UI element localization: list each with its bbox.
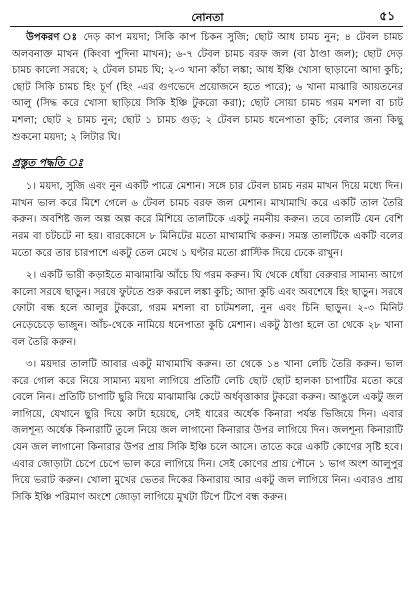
method-step-1: ১। ময়দা, সুজি এবং নুন একটি পাত্রে মেশান। সঙ্গে চার টেবল চামচ নরম মাখন দিয়ে মধ্যে দিন। মাখন ভাল করে মিশে গেলে ৬ টেবল চামচ বরফ জল মেশান। মাখামাখি করে একটি তাল তৈরি করুন। অবশিষ্ট জল অল্প অল্প করে মিশিয়ে তালটিকে একটু নমনীয় করুন। তবে তালটি যেন বেশি নরম বা চটচটে না হয়। বারকোসে ৮ মিনিটের মতো মাখামাখি করুন। সমস্ত তালটিকে একটি বলের মতো করে তার চারপাশে একটু তেল মেখে ১ ঘণ্টার মতো প্লাস্টিক দিয়ে ঢেকে রাখুন।	[12, 181, 403, 259]
method-heading: প্রস্তুত পদ্ধতি ঃ	[12, 157, 83, 170]
ingredients-label: উপকরণ ঃ	[26, 32, 79, 43]
running-title: নোনতা	[191, 11, 224, 24]
ingredients-text: দেড় কাপ ময়দা; সিকি কাপ চিকন সুজি; ছোট আধ চামচ নুন; ৪ টেবল চামচ অলবনাক্ত মাখন (কিংবা পুদিনা মাখন); ৬-৭ টেবল চামচ বরফ জল (বা ঠাণ্ডা জল); ছোট দেড় চামচ কালো সরষে; ২ টেবল চামচ ঘি; ২-৩ খানা কাঁচা লঙ্কা; আধ ইঞ্চি খোসা ছাড়ানো আদা কুচি; ছোট সিকি চামচ হিং চূর্ণ (হিং -এর গুণভেদে প্রয়োজনে হতে পারে); ৬ খানা মাঝারি আয়তনের আলু (সিদ্ধ করে খোসা ছাড়িয়ে সিকি ইঞ্চি টুকরো করা); ছোট সোয়া চামচ গরম মশলা বা চাট মশলা; ছোট ২ চামচ নুন; ছোট ১ চামচ গুড়; ২ টেবল চামচ ধনেপাতা কুচি; বেলার জন্য কিছু শুকনো ময়দা; ২ লিটার ঘি।	[12, 32, 403, 143]
header-rule	[10, 26, 403, 27]
method-step-2: ২। একটি ভারী কড়াইতে মাঝামাঝি আঁচে ঘি গরম করুন। ঘি থেকে ধোঁয়া বেরুবার সামান্য আগে কালো সরষে ছাড়ুন। সরষে ফুটতে শুরু করলে লঙ্কা কুচি; আদা কুচি এবং অবশেষে হিং ছাড়ুন। সরষে ফোটা বন্ধ হলে আলুর টুকরো, গরম মশলা বা চাটমশলা, নুন এবং চিনি ছাড়ুন। ২-৩ মিনিট নেড়েচেড়ে ভাজুন। আঁচ-থেকে নামিয়ে ধনেপাতা কুচি মেশান। একটু ঠাণ্ডা হলে তা থেকে ২৮ খানা বল তৈরি করুন।	[12, 270, 403, 348]
method-step-3: ৩। ময়দার তালটি আবার একটু মাখামাখি করুন। তা থেকে ১৪ খানা লেচি তৈরি করুন। ভাল করে গোল করে নিয়ে সামান্য ময়দা লাগিয়ে প্রতিটি লেচি ছোট ছোট হালকা চাপাটির মতো করে বেলে নিন। প্রতিটি চাপাটি ছুরি দিয়ে মাঝামাঝি কেটে অর্ধবৃত্তাকার টুকরো করুন। আঙুলে একটু জল লাগিয়ে, যেখানে ছুরি দিয়ে কাটা হয়েছে, সেই ধারের অর্ধেক কিনারা পর্যন্ত ভিজিয়ে দিন। এবার জলশূন্য অর্ধেক কিনারাটি তুলে নিয়ে জল লাগানো কিনারার উপর লাগিয়ে দিন। জলশূন্য কিনারাটি যেন জল লাগানো কিনারার উপর প্রায় সিকি ইঞ্চি চলে আসে। তাতে করে একটি কোণের সৃষ্টি হবে। এবার জোড়াটা চেপে চেপে ভাল করে লাগিয়ে দিন। সেই কোণের প্রায় পৌনে ১ ভাগ অংশ আলুপুর দিয়ে ভরাট করুন। খোলা মুখের ভেতর দিকের কিনারায় আর একটু জল লাগিয়ে নিন। এবারও প্রায় সিকি ইঞ্চি পরিমাণ অংশে জোড়া লাগিয়ে মুখটা টিপে টিপে বন্ধ করুন।	[12, 359, 403, 503]
ingredients-paragraph	[12, 30, 403, 146]
page-number: ৫১	[379, 9, 395, 23]
page-header	[12, 0, 403, 26]
